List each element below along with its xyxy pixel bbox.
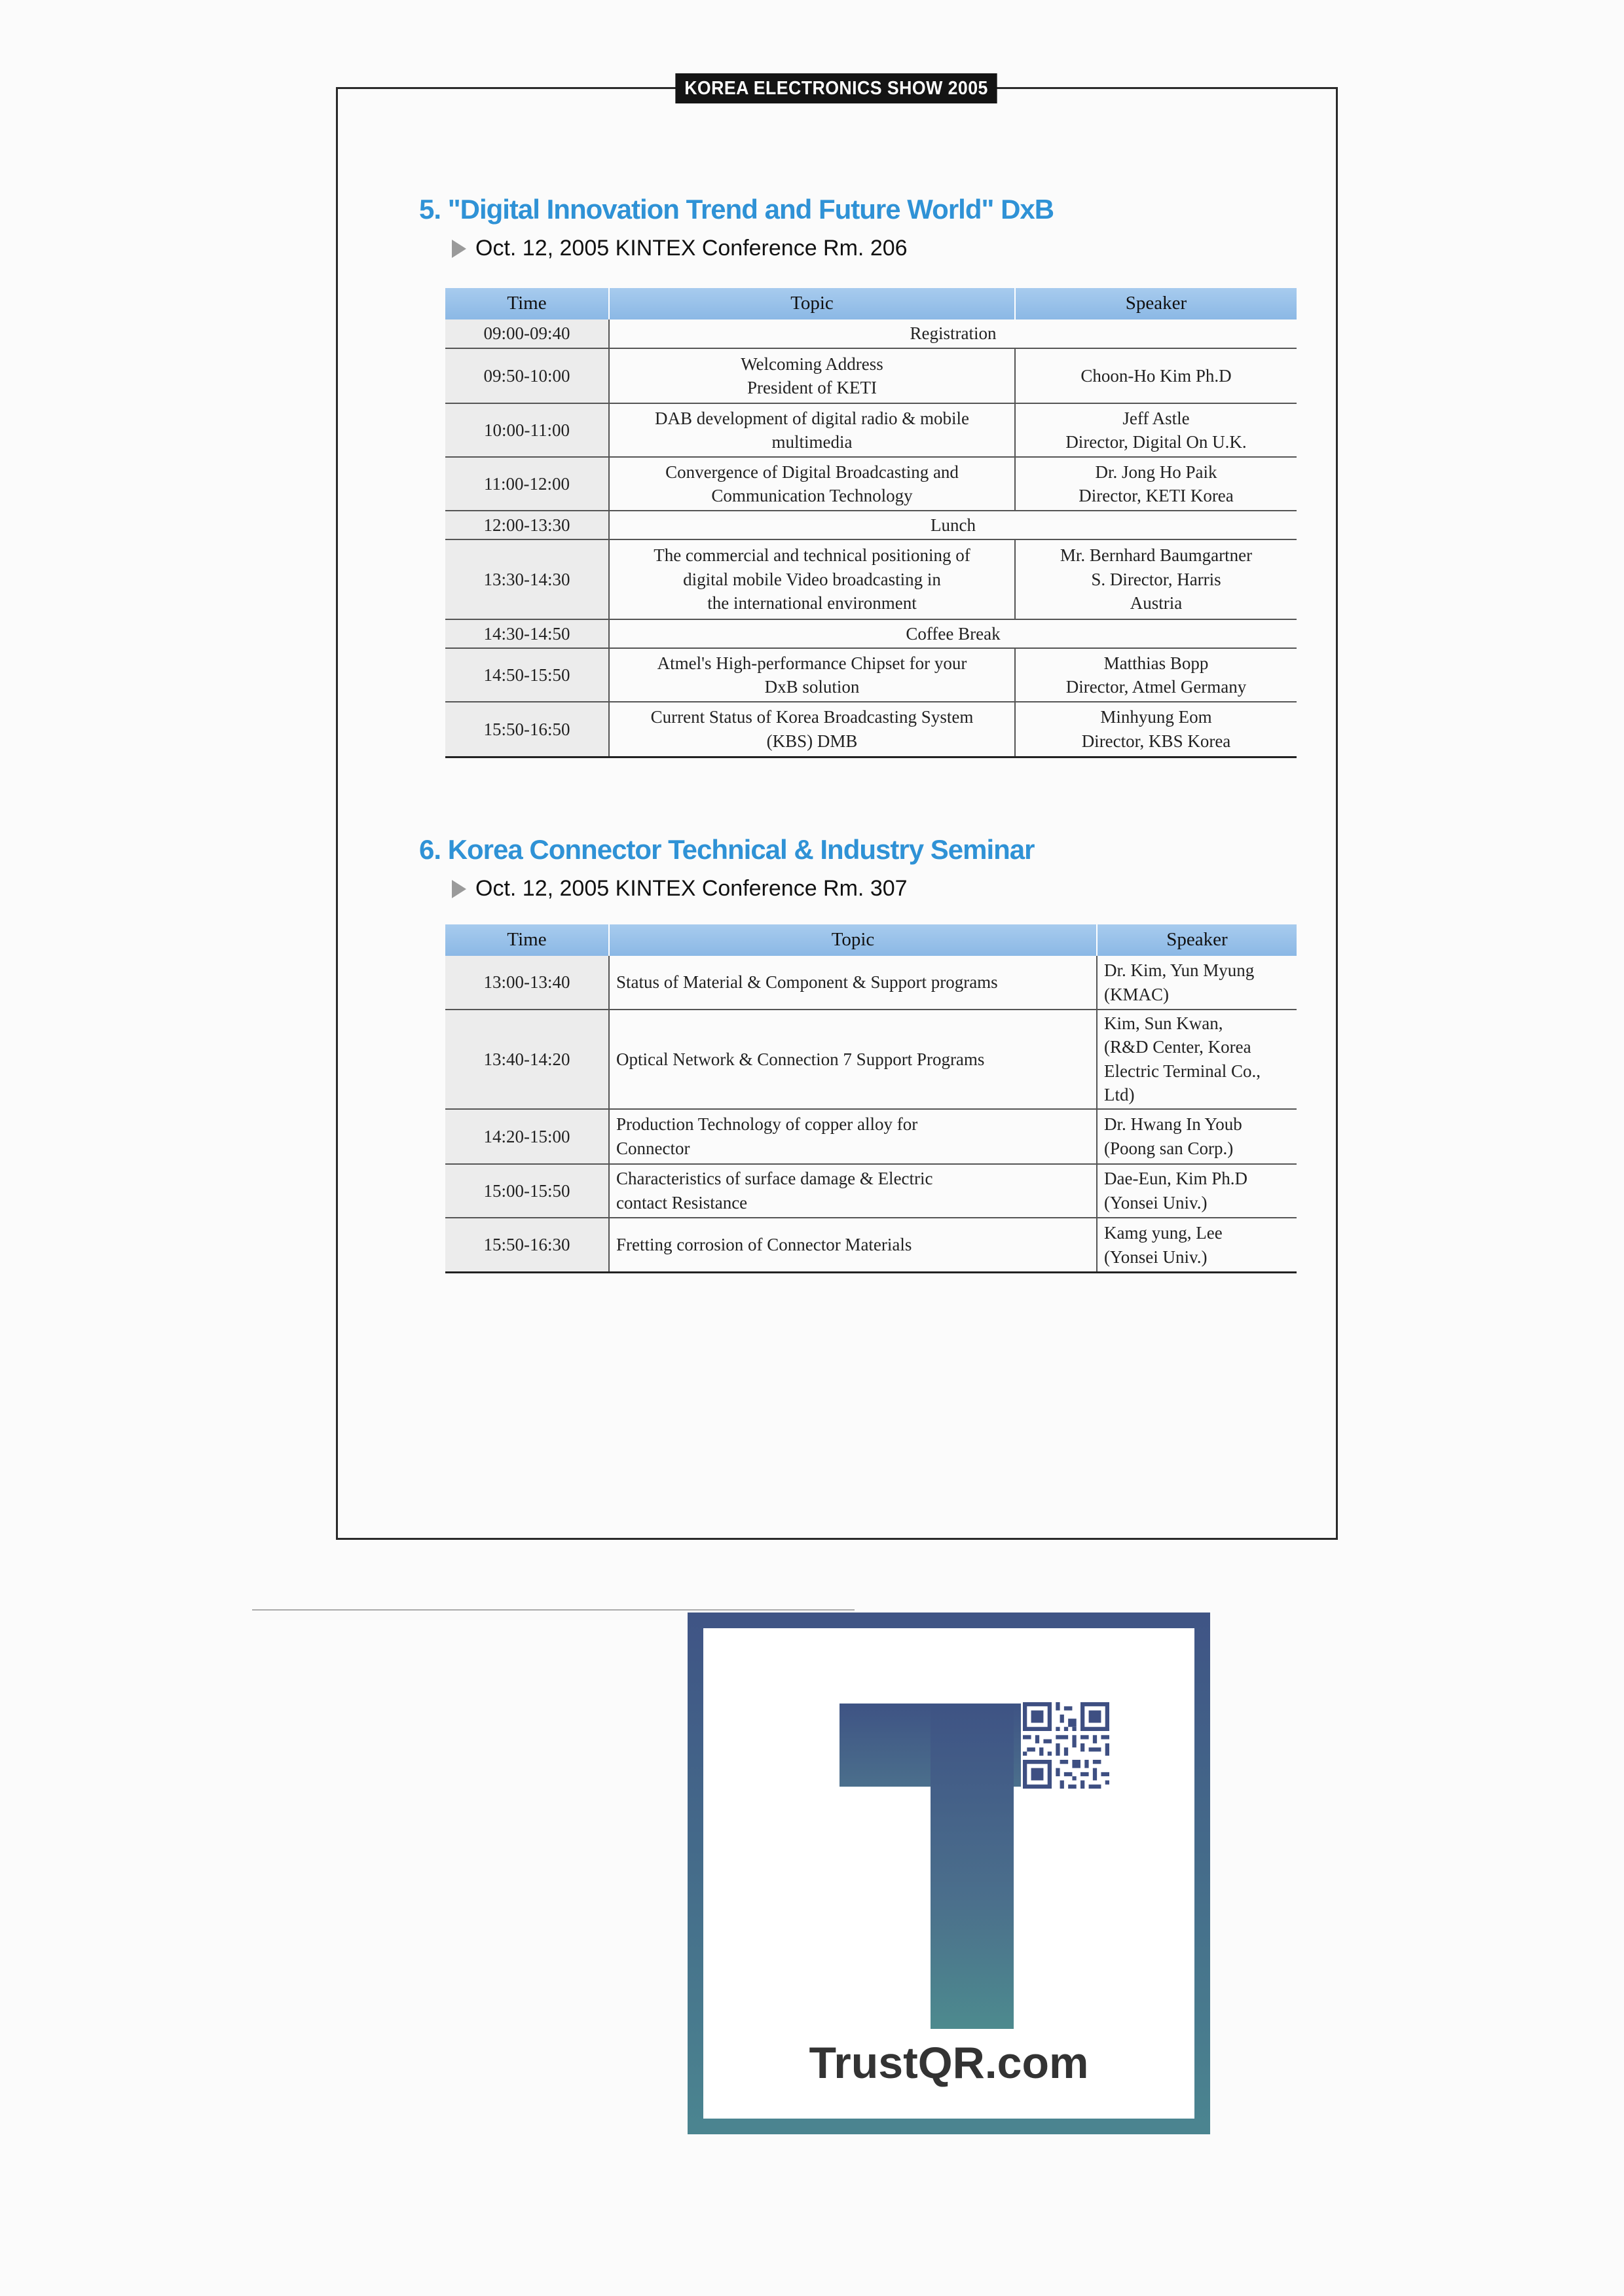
time-cell: 14:50-15:50 [445,648,609,702]
topic-cell: Optical Network & Connection 7 Support Programs [609,1010,1097,1109]
time-cell: 10:00-11:00 [445,403,609,457]
topic-cell: Current Status of Korea Broadcasting System (KBS) DMB [609,702,1015,757]
topic-cell: Production Technology of copper alloy for Connector [609,1109,1097,1164]
time-cell: 14:20-15:00 [445,1109,609,1164]
speaker-cell: Dr. Kim, Yun Myung (KMAC) [1097,956,1297,1010]
table-row [445,319,1297,348]
divider [252,1609,855,1611]
speaker-cell: Kamg yung, Lee (Yonsei Univ.) [1097,1218,1297,1273]
speaker-cell: Mr. Bernhard Baumgartner S. Director, Harris Austria [1015,539,1297,619]
speaker-cell: Kim, Sun Kwan, (R&D Center, Korea Electric Terminal Co., Ltd) [1097,1010,1297,1109]
logo-t-stem [931,1704,1014,2029]
speaker-cell: Minhyung Eom Director, KBS Korea [1015,702,1297,757]
table-row [445,648,1297,702]
table-row [445,348,1297,403]
time-cell: 15:00-15:50 [445,1164,609,1218]
topic-cell: Welcoming Address President of KETI [609,348,1015,403]
topic-cell: Convergence of Digital Broadcasting and Communication Technology [609,457,1015,511]
table-row [445,511,1297,539]
time-cell: 15:50-16:50 [445,702,609,757]
speaker-cell: Dae-Eun, Kim Ph.D (Yonsei Univ.) [1097,1164,1297,1218]
time-cell: 09:50-10:00 [445,348,609,403]
section6-title: 6. Korea Connector Technical & Industry Seminar [419,834,1035,865]
topic-cell: Status of Material & Component & Support programs [609,956,1097,1010]
topic-cell: Registration [609,319,1297,348]
section5-schedule-table [445,288,1297,758]
time-cell: 12:00-13:30 [445,511,609,539]
column-header-time: Time [445,924,609,956]
table-row [445,1010,1297,1109]
table-row [445,1109,1297,1164]
table-row [445,619,1297,648]
time-cell: 13:40-14:20 [445,1010,609,1109]
speaker-cell: Jeff Astle Director, Digital On U.K. [1015,403,1297,457]
header-band [675,73,997,103]
watermark-text: TrustQR.com [809,2038,1089,2088]
play-arrow-icon [452,240,466,258]
column-header-topic: Topic [609,288,1015,319]
table-row [445,539,1297,619]
qr-code-icon [1023,1702,1109,1789]
speaker-cell: Dr. Jong Ho Paik Director, KETI Korea [1015,457,1297,511]
column-header-speaker: Speaker [1097,924,1297,956]
speaker-cell: Choon-Ho Kim Ph.D [1015,348,1297,403]
topic-cell: Characteristics of surface damage & Electric contact Resistance [609,1164,1097,1218]
table-row [445,403,1297,457]
topic-cell: The commercial and technical positioning of digital mobile Video broadcasting in the international environment [609,539,1015,619]
section5-title: 5. "Digital Innovation Trend and Future World" DxB [419,194,1054,225]
time-cell: 11:00-12:00 [445,457,609,511]
section6-subtitle [452,876,908,902]
play-arrow-icon [452,880,466,898]
speaker-cell: Dr. Hwang In Youb (Poong san Corp.) [1097,1109,1297,1164]
topic-cell: Fretting corrosion of Connector Materials [609,1218,1097,1273]
column-header-speaker: Speaker [1015,288,1297,319]
header-title: KOREA ELECTRONICS SHOW 2005 [684,77,988,99]
section5-subtitle [452,236,908,261]
section6-schedule-table [445,924,1297,1273]
table-row [445,1164,1297,1218]
time-cell: 13:00-13:40 [445,956,609,1010]
time-cell: 14:30-14:50 [445,619,609,648]
topic-cell: Lunch [609,511,1297,539]
topic-cell: Atmel's High-performance Chipset for your DxB solution [609,648,1015,702]
section5-subtitle-text: Oct. 12, 2005 KINTEX Conference Rm. 206 [475,236,908,261]
table-row [445,457,1297,511]
table-row [445,956,1297,1010]
topic-cell: DAB development of digital radio & mobile multimedia [609,403,1015,457]
time-cell: 13:30-14:30 [445,539,609,619]
column-header-topic: Topic [609,924,1097,956]
trustqr-logo [688,1613,1210,2134]
column-header-time: Time [445,288,609,319]
table-row [445,1218,1297,1273]
time-cell: 15:50-16:30 [445,1218,609,1273]
speaker-cell: Matthias Bopp Director, Atmel Germany [1015,648,1297,702]
table-row [445,702,1297,757]
time-cell: 09:00-09:40 [445,319,609,348]
section6-subtitle-text: Oct. 12, 2005 KINTEX Conference Rm. 307 [475,876,908,901]
topic-cell: Coffee Break [609,619,1297,648]
